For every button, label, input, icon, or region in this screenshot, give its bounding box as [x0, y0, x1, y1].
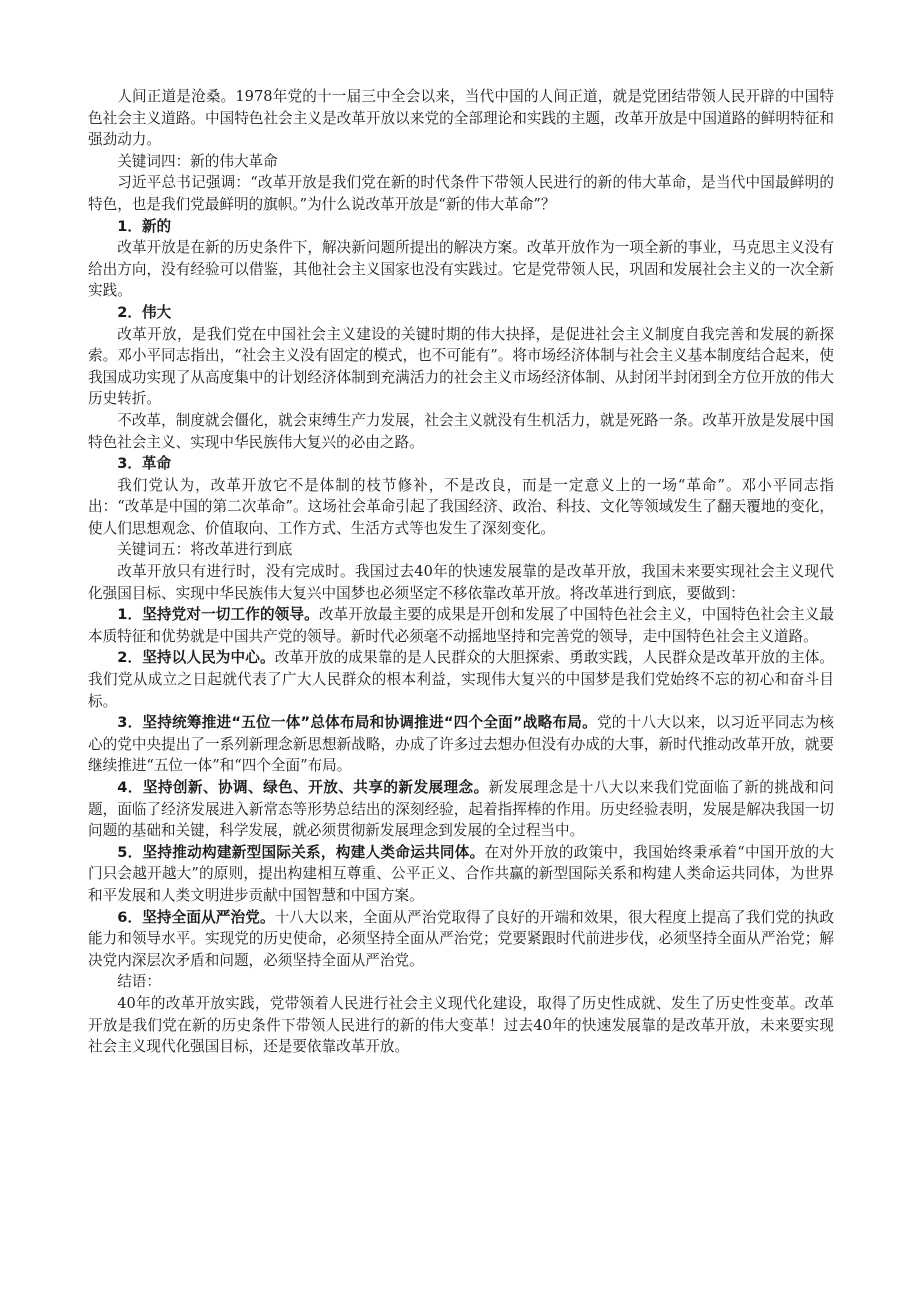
point-4-paragraph [88, 777, 834, 842]
section-revolution-paragraph: 我们党认为，改革开放它不是体制的枝节修补，不是改良，而是一定意义上的一场“革命”。邓小平同志指出：“改革是中国的第二次革命”。这场社会革命引起了我国经济、政治、科技、文化等领域发生了翻天覆地的变化，使人们思想观念、价值取向、工作方式、生活方式等也发生了深刻变化。 [88, 476, 834, 537]
section-great-paragraph-1: 改革开放，是我们党在中国社会主义建设的关键时期的伟大抉择，是促进社会主义制度自我完善和发展的新探索。邓小平同志指出，“社会主义没有固定的模式，也不可能有”。将市场经济体制与社会主义基本制度结合起来，使我国成功实现了从高度集中的计划经济体制到充满活力的社会主义市场经济体制、从封闭半封闭到全方位开放的伟大历史转折。 [88, 325, 834, 408]
keyword-five-intro-paragraph: 改革开放只有进行时，没有完成时。我国过去40年的快速发展靠的是改革开放，我国未来要实现社会主义现代化强国目标、实现中华民族伟大复兴中国梦也必须坚定不移依靠改革开放。将改革进行到底，要做到： [88, 563, 834, 602]
point-5-text: 在对外开放的政策中，我国始终秉承着“中国开放的大门只会越开越大”的原则，提出构建相互尊重、公平正义、合作共赢的新型国际关系和构建人类命运共同体，为世界和平发展和人类文明进步贡献中国智慧和中国方案。 [88, 843, 834, 904]
keyword-four-quote-paragraph: 习近平总书记强调：“改革开放是我们党在新的时代条件下带领人民进行的新的伟大革命，是当代中国最鲜明的特色，也是我们党最鲜明的旗帜。”为什么说改革开放是“新的伟大革命”？ [88, 174, 834, 213]
keyword-five-heading: 关键词五：将改革进行到底 [117, 541, 293, 559]
point-5-paragraph [88, 842, 834, 907]
point-1-text: 改革开放最主要的成果是开创和发展了中国特色社会主义，中国特色社会主义最本质特征和优势就是中国共产党的领导。新时代必须毫不动摇地坚持和完善党的领导，走中国特色社会主义道路。 [88, 606, 834, 645]
point-6-lead: 6．坚持全面从严治党。 [117, 908, 275, 926]
point-3-lead: 3．坚持统筹推进“五位一体”总体布局和协调推进“四个全面”战略布局。 [117, 714, 597, 732]
point-2-lead: 2．坚持以人民为中心。 [117, 649, 275, 667]
section-revolution-title: 3．革命 [117, 455, 172, 473]
section-new-title: 1．新的 [117, 217, 172, 235]
point-6-text: 十八大以来，全面从严治党取得了良好的开端和效果，很大程度上提高了我们党的执政能力和领导水平。实现党的历史使命，必须坚持全面从严治党；党要紧跟时代前进步伐，必须坚持全面从严治党；解决党内深层次矛盾和问题，必须坚持全面从严治党。 [88, 908, 834, 969]
section-new-paragraph: 改革开放是在新的历史条件下，解决新问题所提出的解决方案。改革开放作为一项全新的事业，马克思主义没有给出方向，没有经验可以借鉴，其他社会主义国家也没有实践过。它是党带领人民，巩固和发展社会主义的一次全新实践。 [88, 239, 834, 300]
point-1-paragraph [88, 604, 834, 647]
point-2-text: 改革开放的成果靠的是人民群众的大胆探索、勇敢实践，人民群众是改革开放的主体。我们党从成立之日起就代表了广大人民群众的根本利益，实现伟大复兴的中国梦是我们党始终不忘的初心和奋斗目标。 [88, 649, 834, 710]
keyword-four-heading: 关键词四：新的伟大革命 [117, 152, 278, 170]
conclusion-label: 结语： [117, 973, 161, 991]
point-5-lead: 5．坚持推动构建新型国际关系，构建人类命运共同体。 [117, 843, 485, 861]
point-2-paragraph [88, 647, 834, 712]
section-great-paragraph-2: 不改革，制度就会僵化，就会束缚生产力发展，社会主义就没有生机活力，就是死路一条。改革开放是发展中国特色社会主义、实现中华民族伟大复兴的必由之路。 [88, 411, 834, 451]
point-4-text: 新发展理念是十八大以来我们党面临了新的挑战和问题，面临了经济发展进入新常态等形势总结出的深刻经验，起着指挥棒的作用。历史经验表明，发展是解决我国一切问题的基础和关键，科学发展，就必须贯彻新发展理念到发展的全过程当中。 [88, 779, 834, 840]
section-great-title: 2．伟大 [117, 303, 172, 321]
point-3-paragraph [88, 712, 834, 777]
point-4-lead: 4．坚持创新、协调、绿色、开放、共享的新发展理念。 [117, 779, 489, 796]
point-1-lead: 1．坚持党对一切工作的领导。 [117, 606, 319, 624]
point-3-text: 党的十八大以来，以习近平同志为核心的党中央提出了一系列新理念新思想新战略，办成了许多过去想办但没有办成的大事，新时代推动改革开放，就要继续推进“五位一体”和“四个全面”布局。 [88, 714, 834, 775]
point-6-paragraph [88, 907, 834, 972]
conclusion-paragraph: 40年的改革开放实践，党带领着人民进行社会主义现代化建设，取得了历史性成就、发生了历史性变革。改革开放是我们党在新的历史条件下带领人民进行的新的伟大变革！过去40年的快速发展靠的是改革开放，未来要实现社会主义现代化强国目标，还是要依靠改革开放。 [88, 994, 834, 1056]
document-body [88, 86, 834, 1058]
intro-paragraph: 人间正道是沧桑。1978年党的十一届三中全会以来，当代中国的人间正道，就是党团结带领人民开辟的中国特色社会主义道路。中国特色社会主义是改革开放以来党的全部理论和实践的主题，改革开放是中国道路的鲜明特征和强劲动力。 [88, 88, 834, 149]
